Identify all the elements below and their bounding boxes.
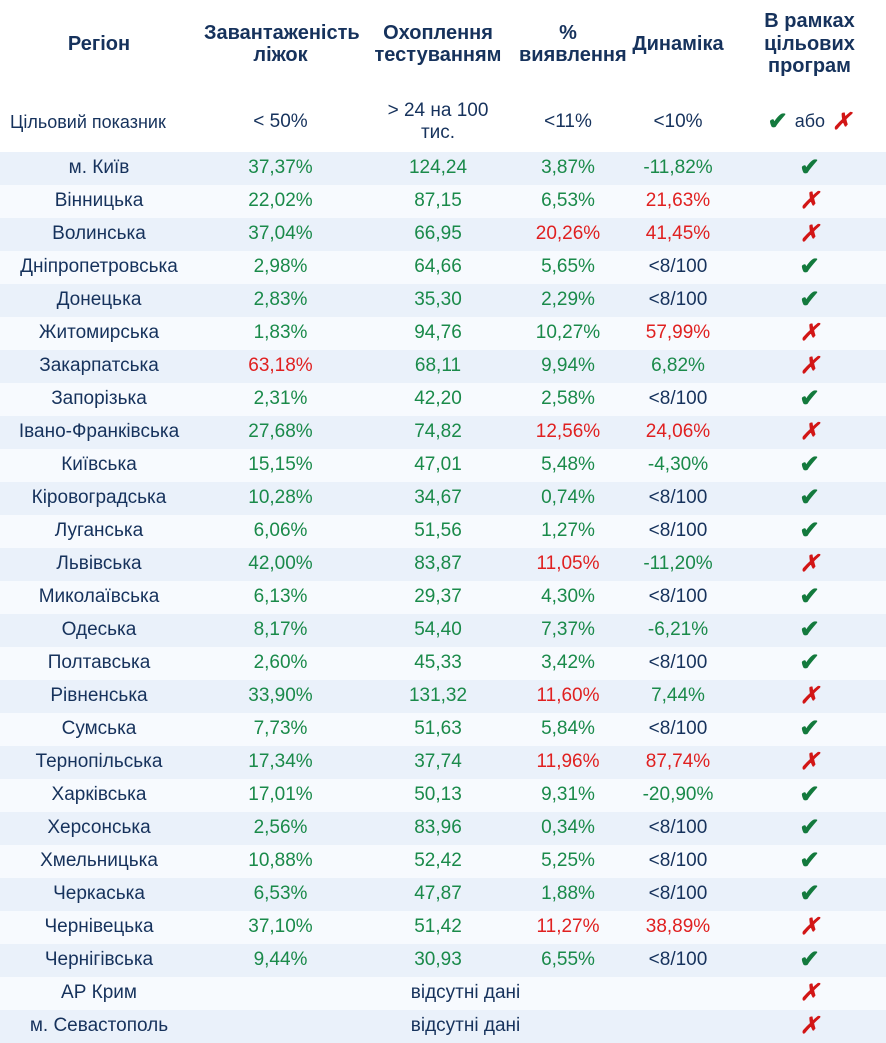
cell-beds: 2,98% [198, 251, 363, 284]
target-values-section [0, 92, 886, 152]
cell-dynamic: <8/100 [623, 944, 733, 977]
cell-testing: 50,13 [363, 779, 513, 812]
cell-target-program [733, 581, 886, 614]
cell-region: Одеська [0, 614, 198, 647]
table-row [0, 746, 886, 779]
cell-testing: 51,42 [363, 911, 513, 944]
check-icon: ✔ [799, 814, 820, 842]
cell-dynamic: 21,63% [623, 185, 733, 218]
check-icon: ✔ [799, 451, 820, 479]
check-icon: ✔ [799, 946, 820, 974]
target-indicator-detection: <11% [513, 92, 623, 152]
target-indicator-testing: > 24 на 100 тис. [363, 92, 513, 152]
cell-target-program [733, 779, 886, 812]
cell-target-program [733, 878, 886, 911]
cell-region: Житомирська [0, 317, 198, 350]
table-row [0, 977, 886, 1010]
cell-testing: 35,30 [363, 284, 513, 317]
check-icon: ✔ [799, 484, 820, 512]
cell-detection: 6,53% [513, 185, 623, 218]
check-icon: ✔ [799, 880, 820, 908]
cross-icon: ✗ [799, 418, 820, 445]
cell-region: Хмельницька [0, 845, 198, 878]
cell-target-program [733, 218, 886, 251]
cell-beds: 17,34% [198, 746, 363, 779]
table-row [0, 878, 886, 911]
cell-target-program [733, 944, 886, 977]
cell-target-program [733, 713, 886, 746]
cell-detection: 20,26% [513, 218, 623, 251]
cell-testing: 131,32 [363, 680, 513, 713]
target-indicator-beds: < 50% [198, 92, 363, 152]
cell-testing: 66,95 [363, 218, 513, 251]
cell-beds: 37,10% [198, 911, 363, 944]
cell-detection: 2,29% [513, 284, 623, 317]
cross-icon: ✗ [799, 748, 820, 775]
cell-beds: 1,83% [198, 317, 363, 350]
column-header-dynamic: Динаміка [623, 0, 733, 92]
cell-dynamic: <8/100 [623, 284, 733, 317]
cell-detection: 0,74% [513, 482, 623, 515]
cell-target-program [733, 251, 886, 284]
cell-region: Івано-Франківська [0, 416, 198, 449]
check-icon: ✔ [799, 715, 820, 743]
cell-dynamic: 41,45% [623, 218, 733, 251]
cell-region: Чернігівська [0, 944, 198, 977]
cell-beds: 42,00% [198, 548, 363, 581]
cross-icon: ✗ [799, 682, 820, 709]
cell-region: Миколаївська [0, 581, 198, 614]
cell-beds: 63,18% [198, 350, 363, 383]
column-header-region: Регіон [0, 0, 198, 92]
cell-beds: 10,28% [198, 482, 363, 515]
cell-dynamic: 24,06% [623, 416, 733, 449]
cell-region: Тернопільська [0, 746, 198, 779]
table-row [0, 350, 886, 383]
cell-dynamic: 57,99% [623, 317, 733, 350]
cell-dynamic: -11,20% [623, 548, 733, 581]
cell-testing: 87,15 [363, 185, 513, 218]
cell-testing: 45,33 [363, 647, 513, 680]
cell-region: Рівненська [0, 680, 198, 713]
cell-beds: 6,06% [198, 515, 363, 548]
cell-dynamic: <8/100 [623, 251, 733, 284]
cell-target-program [733, 647, 886, 680]
column-header-beds: Завантаженість ліжок [198, 0, 363, 92]
cross-icon: ✗ [799, 1012, 820, 1039]
cross-icon: ✗ [799, 220, 820, 247]
table-row [0, 515, 886, 548]
cell-beds: 15,15% [198, 449, 363, 482]
cell-target-program [733, 1010, 886, 1043]
cell-region: Донецька [0, 284, 198, 317]
cross-icon: ✗ [799, 319, 820, 346]
cell-testing: 47,01 [363, 449, 513, 482]
cell-beds: 7,73% [198, 713, 363, 746]
cell-beds: 2,60% [198, 647, 363, 680]
cross-icon: ✗ [799, 979, 820, 1006]
cell-detection: 1,27% [513, 515, 623, 548]
table-header [0, 0, 886, 92]
legend-or-label: або [794, 111, 826, 131]
cell-region: Полтавська [0, 647, 198, 680]
cell-detection: 11,05% [513, 548, 623, 581]
target-indicator-label: Цільовий показник [0, 92, 198, 152]
table-row [0, 317, 886, 350]
cell-dynamic: -20,90% [623, 779, 733, 812]
cell-dynamic: <8/100 [623, 878, 733, 911]
cell-target-program [733, 680, 886, 713]
cell-target-program [733, 911, 886, 944]
cell-region: АР Крим [0, 977, 198, 1010]
cell-dynamic: -6,21% [623, 614, 733, 647]
cell-dynamic: <8/100 [623, 482, 733, 515]
check-icon: ✔ [799, 616, 820, 644]
cell-beds: 2,31% [198, 383, 363, 416]
cell-dynamic: 7,44% [623, 680, 733, 713]
check-icon: ✔ [799, 583, 820, 611]
cell-detection: 5,48% [513, 449, 623, 482]
column-header-testing: Охоплення тестуванням [363, 0, 513, 92]
cell-testing: 54,40 [363, 614, 513, 647]
cell-detection: 11,27% [513, 911, 623, 944]
cell-region: Черкаська [0, 878, 198, 911]
table-row [0, 1010, 886, 1043]
cell-dynamic: <8/100 [623, 713, 733, 746]
cell-dynamic: <8/100 [623, 647, 733, 680]
cell-testing: 94,76 [363, 317, 513, 350]
cell-detection: 10,27% [513, 317, 623, 350]
table-row [0, 185, 886, 218]
target-indicator-row [0, 92, 886, 152]
cell-detection: 4,30% [513, 581, 623, 614]
cell-dynamic: <8/100 [623, 845, 733, 878]
cross-icon: ✗ [799, 187, 820, 214]
check-icon: ✔ [799, 385, 820, 413]
cell-testing: 42,20 [363, 383, 513, 416]
cell-testing: 34,67 [363, 482, 513, 515]
cell-beds: 33,90% [198, 680, 363, 713]
table-row [0, 284, 886, 317]
table-row [0, 944, 886, 977]
cell-region: Луганська [0, 515, 198, 548]
cell-region: Чернівецька [0, 911, 198, 944]
cell-dynamic: <8/100 [623, 515, 733, 548]
cell-detection: 9,31% [513, 779, 623, 812]
cell-region: Закарпатська [0, 350, 198, 383]
cell-region: Сумська [0, 713, 198, 746]
table-row [0, 251, 886, 284]
cell-no-data: відсутні дані [198, 977, 733, 1010]
table-row [0, 779, 886, 812]
target-indicator-dynamic: <10% [623, 92, 733, 152]
cell-beds: 27,68% [198, 416, 363, 449]
cell-detection: 2,58% [513, 383, 623, 416]
cell-target-program [733, 515, 886, 548]
cell-no-data: відсутні дані [198, 1010, 733, 1043]
check-icon: ✔ [799, 253, 820, 281]
cell-testing: 74,82 [363, 416, 513, 449]
cell-region: Львівська [0, 548, 198, 581]
cell-detection: 3,87% [513, 152, 623, 185]
cell-target-program [733, 185, 886, 218]
cell-testing: 37,74 [363, 746, 513, 779]
cell-dynamic: 6,82% [623, 350, 733, 383]
cell-target-program [733, 845, 886, 878]
column-header-detection: % виявлення [513, 0, 623, 92]
cell-dynamic: <8/100 [623, 581, 733, 614]
cell-region: Запорізька [0, 383, 198, 416]
table-row [0, 713, 886, 746]
cell-target-program [733, 152, 886, 185]
cell-target-program [733, 977, 886, 1010]
cell-dynamic: <8/100 [623, 812, 733, 845]
check-icon: ✔ [799, 154, 820, 182]
table-row [0, 383, 886, 416]
cell-detection: 0,34% [513, 812, 623, 845]
cell-testing: 47,87 [363, 878, 513, 911]
target-indicator-legend [733, 92, 886, 152]
table-row [0, 218, 886, 251]
cell-beds: 37,37% [198, 152, 363, 185]
cell-beds: 22,02% [198, 185, 363, 218]
cell-region: Київська [0, 449, 198, 482]
cell-testing: 68,11 [363, 350, 513, 383]
cell-beds: 8,17% [198, 614, 363, 647]
table-row [0, 680, 886, 713]
table-row [0, 647, 886, 680]
cell-beds: 2,83% [198, 284, 363, 317]
cell-dynamic: -4,30% [623, 449, 733, 482]
cell-beds: 9,44% [198, 944, 363, 977]
cell-target-program [733, 614, 886, 647]
cell-detection: 5,65% [513, 251, 623, 284]
header-row [0, 0, 886, 92]
cross-icon: ✗ [832, 108, 852, 134]
cell-detection: 12,56% [513, 416, 623, 449]
table-body [0, 152, 886, 1043]
cell-detection: 5,84% [513, 713, 623, 746]
cell-beds: 37,04% [198, 218, 363, 251]
table-row [0, 581, 886, 614]
cell-region: Херсонська [0, 812, 198, 845]
cell-testing: 83,96 [363, 812, 513, 845]
cell-testing: 124,24 [363, 152, 513, 185]
cell-detection: 11,60% [513, 680, 623, 713]
cell-dynamic: 38,89% [623, 911, 733, 944]
cell-detection: 11,96% [513, 746, 623, 779]
cell-testing: 83,87 [363, 548, 513, 581]
table-row [0, 548, 886, 581]
cell-region: м. Севастополь [0, 1010, 198, 1043]
cell-target-program [733, 449, 886, 482]
cell-detection: 6,55% [513, 944, 623, 977]
cell-target-program [733, 317, 886, 350]
cell-testing: 52,42 [363, 845, 513, 878]
cell-testing: 29,37 [363, 581, 513, 614]
cell-beds: 6,13% [198, 581, 363, 614]
table-row [0, 812, 886, 845]
cross-icon: ✗ [799, 352, 820, 379]
cell-detection: 1,88% [513, 878, 623, 911]
check-icon: ✔ [767, 107, 788, 135]
column-header-target-programs: В рамках цільових програм [733, 0, 886, 92]
cell-testing: 51,56 [363, 515, 513, 548]
cell-target-program [733, 482, 886, 515]
check-icon: ✔ [799, 847, 820, 875]
cell-region: Вінницька [0, 185, 198, 218]
check-icon: ✔ [799, 649, 820, 677]
table-row [0, 416, 886, 449]
check-icon: ✔ [799, 517, 820, 545]
cell-region: Волинська [0, 218, 198, 251]
cell-region: Дніпропетровська [0, 251, 198, 284]
cell-region: Харківська [0, 779, 198, 812]
cell-target-program [733, 383, 886, 416]
cell-target-program [733, 812, 886, 845]
table-row [0, 449, 886, 482]
cell-detection: 5,25% [513, 845, 623, 878]
cell-target-program [733, 284, 886, 317]
cell-beds: 2,56% [198, 812, 363, 845]
cell-beds: 6,53% [198, 878, 363, 911]
cell-region: м. Київ [0, 152, 198, 185]
cell-target-program [733, 350, 886, 383]
cell-dynamic: 87,74% [623, 746, 733, 779]
cell-detection: 9,94% [513, 350, 623, 383]
cell-dynamic: <8/100 [623, 383, 733, 416]
table-row [0, 845, 886, 878]
cell-detection: 3,42% [513, 647, 623, 680]
cell-beds: 17,01% [198, 779, 363, 812]
table-row [0, 911, 886, 944]
table-row [0, 482, 886, 515]
table-row [0, 152, 886, 185]
cell-testing: 64,66 [363, 251, 513, 284]
cell-target-program [733, 548, 886, 581]
cell-beds: 10,88% [198, 845, 363, 878]
cross-icon: ✗ [799, 550, 820, 577]
check-icon: ✔ [799, 781, 820, 809]
cell-dynamic: -11,82% [623, 152, 733, 185]
cell-detection: 7,37% [513, 614, 623, 647]
check-icon: ✔ [799, 286, 820, 314]
cell-testing: 30,93 [363, 944, 513, 977]
table-row [0, 614, 886, 647]
cell-region: Кіровоградська [0, 482, 198, 515]
cell-testing: 51,63 [363, 713, 513, 746]
cross-icon: ✗ [799, 913, 820, 940]
cell-target-program [733, 416, 886, 449]
cell-target-program [733, 746, 886, 779]
